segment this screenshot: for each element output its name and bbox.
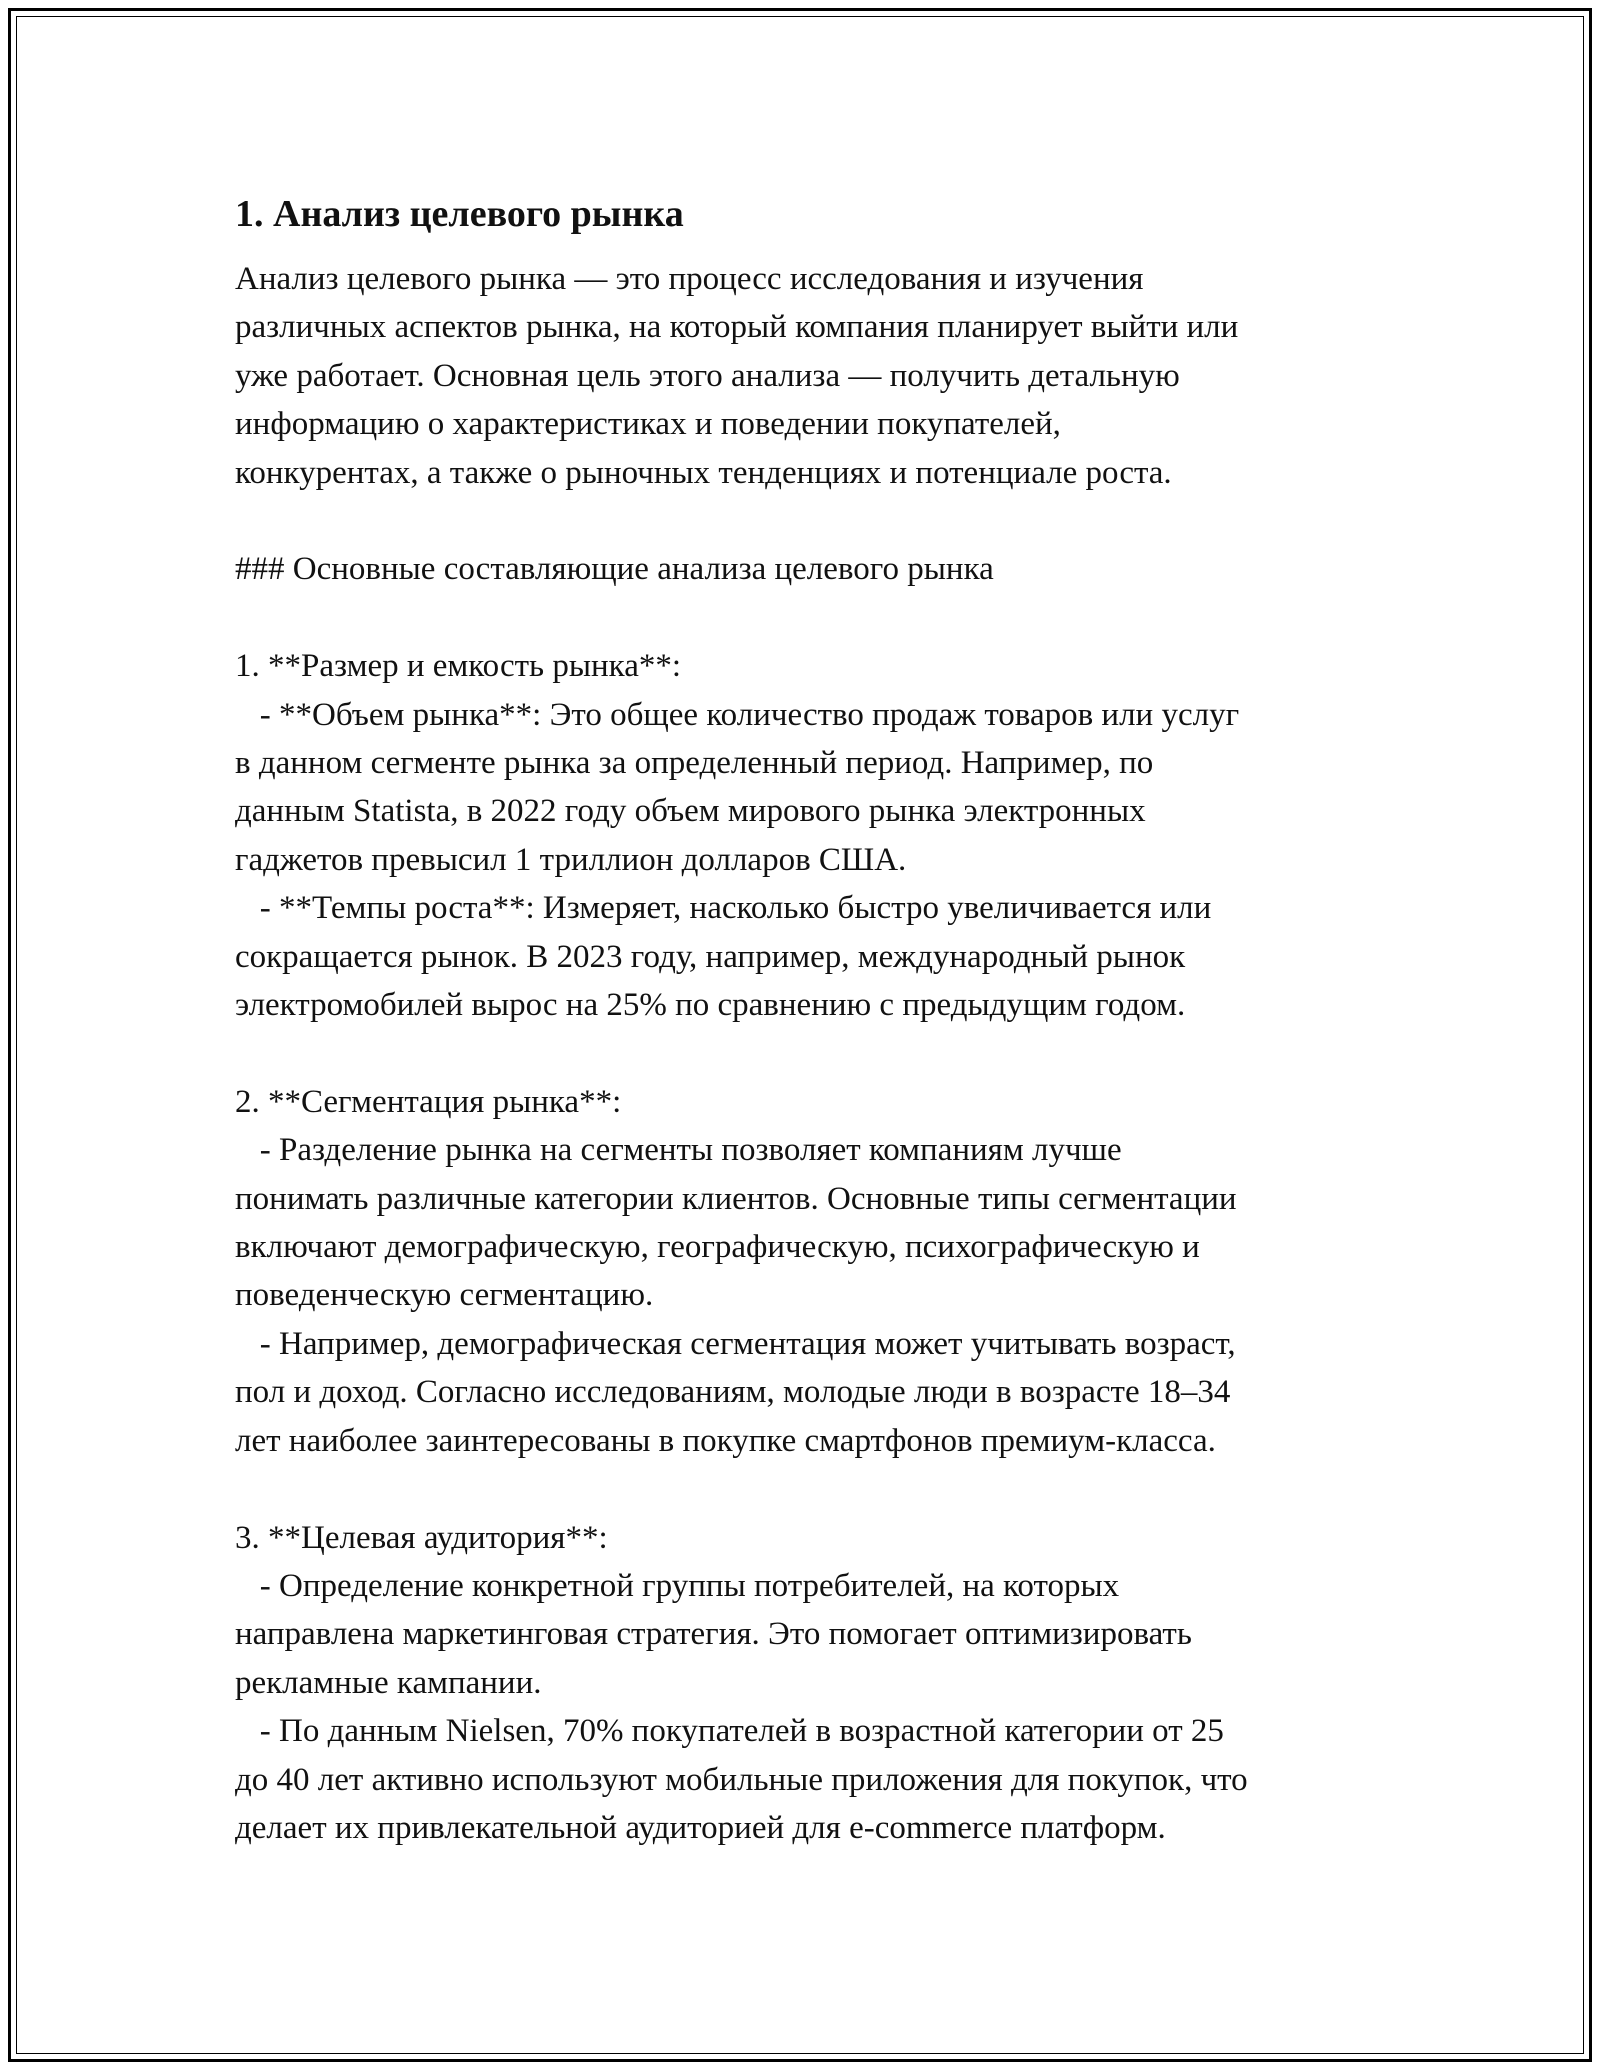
text-line: поведенческую сегментацию. (235, 1277, 654, 1314)
text-line: до 40 лет активно используют мобильные приложения для покупок, что (235, 1761, 1248, 1798)
text-line: 2. **Сегментация рынка**: (235, 1083, 622, 1120)
text-line: электромобилей вырос на 25% по сравнению с предыдущим годом. (235, 987, 1186, 1024)
text-line: Анализ целевого рынка — это процесс исследования и изучения (235, 261, 1144, 297)
text-line: - **Объем рынка**: Это общее количество продаж товаров или услуг (235, 696, 1240, 733)
text-line: - Разделение рынка на сегменты позволяет компаниям лучше (235, 1132, 1122, 1169)
section-segmentation (235, 1078, 1415, 1465)
text-line: в данном сегменте рынка за определенный период. Например, по (235, 745, 1154, 782)
text-line: рекламные кампании. (235, 1664, 542, 1701)
text-line: лет наиболее заинтересованы в покупке смартфонов премиум-класса. (235, 1422, 1216, 1459)
text-line: - По данным Nielsen, 70% покупателей в возрастной категории от 25 (235, 1713, 1224, 1750)
text-line: - Например, демографическая сегментация может учитывать возраст, (235, 1325, 1236, 1362)
text-line: сокращается рынок. В 2023 году, например, международный рынок (235, 938, 1186, 975)
document-heading: 1. Анализ целевого рынка (235, 193, 684, 235)
text-line: уже работает. Основная цель этого анализа — получить детальную (235, 357, 1180, 394)
spacer (235, 1029, 1415, 1077)
intro-paragraph (235, 255, 1415, 497)
text-line: данным Statista, в 2022 году объем мирового рынка электронных (235, 793, 1146, 830)
text-line: информацию о характеристиках и поведении покупателей, (235, 406, 1061, 443)
spacer (235, 594, 1415, 642)
text-line: 3. **Целевая аудитория**: (235, 1519, 608, 1556)
section-market-size (235, 642, 1415, 1029)
document-body (235, 183, 1415, 1852)
text-line: пол и доход. Согласно исследованиям, молодые люди в возрасте 18–34 (235, 1374, 1231, 1411)
text-line: гаджетов превысил 1 триллион долларов США. (235, 841, 907, 878)
text-line: понимать различные категории клиентов. Основные типы сегментации (235, 1180, 1237, 1217)
spacer (235, 497, 1415, 545)
text-line: 1. **Размер и емкость рынка**: (235, 648, 682, 685)
text-line: направлена маркетинговая стратегия. Это помогает оптимизировать (235, 1616, 1192, 1653)
text-line: - **Темпы роста**: Измеряет, насколько быстро увеличивается или (235, 890, 1212, 927)
text-line: - Определение конкретной группы потребителей, на которых (235, 1567, 1120, 1604)
subheading: ### Основные составляющие анализа целевого рынка (235, 551, 994, 588)
text-line: включают демографическую, географическую, психографическую и (235, 1229, 1200, 1266)
text-line: конкурентах, а также о рыночных тенденциях и потенциале роста. (235, 454, 1172, 491)
text-line: делает их привлекательной аудиторией для e-commerce платформ. (235, 1809, 1166, 1846)
section-target-audience (235, 1514, 1415, 1853)
spacer (235, 1465, 1415, 1513)
text-line: различных аспектов рынка, на который компания планирует выйти или (235, 309, 1239, 346)
